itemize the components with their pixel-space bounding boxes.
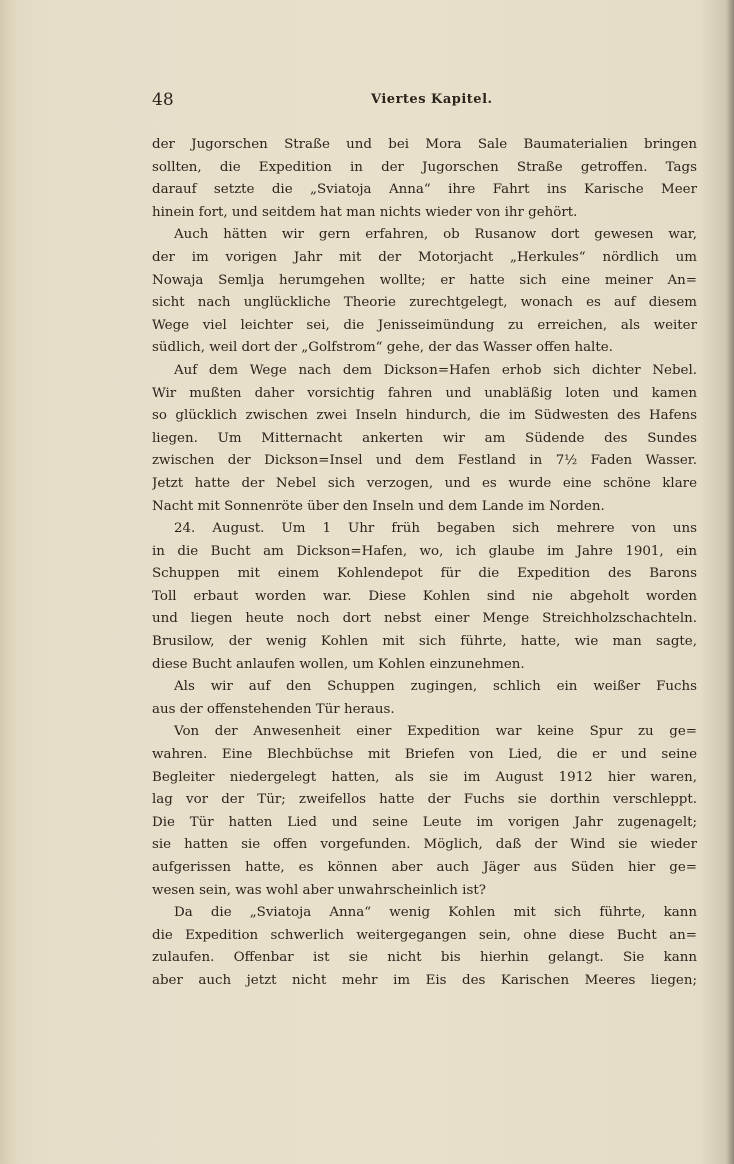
running-head: Viertes Kapitel. (371, 92, 493, 107)
page-header (152, 90, 697, 114)
text-line: Wege viel leichter sei, die Jenisseimündung zu erreichen, als weiter (152, 317, 697, 333)
text-line: Die Tür hatten Lied und seine Leute im vorigen Jahr zugenagelt; (152, 814, 697, 830)
text-line: sicht nach unglückliche Theorie zurechtgelegt, wonach es auf diesem (152, 295, 697, 311)
text-line: der Jugorschen Straße und bei Mora Sale Baumaterialien bringen (152, 137, 697, 152)
text-line: in die Bucht am Dickson=Hafen, wo, ich glaube im Jahre 1901, ein (152, 543, 697, 559)
text-line: und liegen heute noch dort nebst einer Menge Streichholzschachteln. (152, 611, 697, 627)
text-line: Begleiter niedergelegt hatten, als sie im August 1912 hier waren, (152, 769, 697, 785)
text-line: liegen. Um Mitternacht ankerten wir am Südende des Sundes (152, 430, 697, 446)
text-line: wesen sein, was wohl aber unwahrscheinlich ist? (152, 882, 486, 898)
text-line: sollten, die Expedition in der Jugorschen Straße getroffen. Tags (152, 159, 697, 175)
text-line: aber auch jetzt nicht mehr im Eis des Karischen Meeres liegen; (152, 972, 697, 988)
text-line: südlich, weil dort der „Golfstrom“ gehe, der das Wasser offen halte. (152, 340, 613, 356)
text-line: darauf setzte die „Sviatoja Anna“ ihre Fahrt ins Karische Meer (152, 182, 697, 198)
text-line: die Expedition schwerlich weitergegangen sein, ohne diese Bucht an= (152, 927, 697, 943)
text-line: Jetzt hatte der Nebel sich verzogen, und es wurde eine schöne klare (152, 475, 697, 491)
text-line: Schuppen mit einem Kohlendepot für die Expedition des Barons (152, 566, 697, 582)
text-line: zulaufen. Offenbar ist sie nicht bis hierhin gelangt. Sie kann (152, 950, 697, 966)
text-line: so glücklich zwischen zwei Inseln hindurch, die im Südwesten des Hafens (152, 408, 697, 424)
text-line: sie hatten sie offen vorgefunden. Möglich, daß der Wind sie wieder (152, 837, 697, 853)
text-line: Auch hätten wir gern erfahren, ob Rusanow dort gewesen war, (174, 227, 697, 243)
text-line: hinein fort, und seitdem hat man nichts wieder von ihr gehört. (152, 204, 578, 220)
text-line: Auf dem Wege nach dem Dickson=Hafen erhob sich dichter Nebel. (174, 362, 697, 378)
text-line: Nacht mit Sonnenröte über den Inseln und dem Lande im Norden. (152, 498, 605, 514)
text-line: Wir mußten daher vorsichtig fahren und unabläßig loten und kamen (152, 385, 697, 401)
text-line: wahren. Eine Blechbüchse mit Briefen von Lied, die er und seine (152, 747, 697, 763)
text-line: zwischen der Dickson=Insel und dem Festland in 7½ Faden Wasser. (152, 453, 697, 469)
text-line: Von der Anwesenheit einer Expedition war keine Spur zu ge= (174, 724, 697, 740)
text-line: Toll erbaut worden war. Diese Kohlen sind nie abgeholt worden (152, 588, 697, 604)
text-line: Brusilow, der wenig Kohlen mit sich führte, hatte, wie man sagte, (152, 634, 697, 650)
body-text (152, 134, 697, 993)
text-line: aufgerissen hatte, es können aber auch Jäger aus Süden hier ge= (152, 860, 697, 875)
text-line: lag vor der Tür; zweifellos hatte der Fuchs sie dorthin verschleppt. (152, 792, 697, 808)
text-line: Als wir auf den Schuppen zugingen, schlich ein weißer Fuchs (174, 679, 697, 695)
text-line: der im vorigen Jahr mit der Motorjacht „Herkules“ nördlich um (152, 249, 697, 265)
text-line: Da die „Sviatoja Anna“ wenig Kohlen mit sich führte, kann (174, 905, 697, 921)
text-line: aus der offenstehenden Tür heraus. (152, 701, 395, 717)
text-line: Nowaja Semlja herumgehen wollte; er hatte sich eine meiner An= (152, 272, 697, 288)
text-line: 24. August. Um 1 Uhr früh begaben sich mehrere von uns (174, 521, 697, 537)
page-number: 48 (152, 90, 174, 110)
text-line: diese Bucht anlaufen wollen, um Kohlen einzunehmen. (152, 656, 525, 672)
